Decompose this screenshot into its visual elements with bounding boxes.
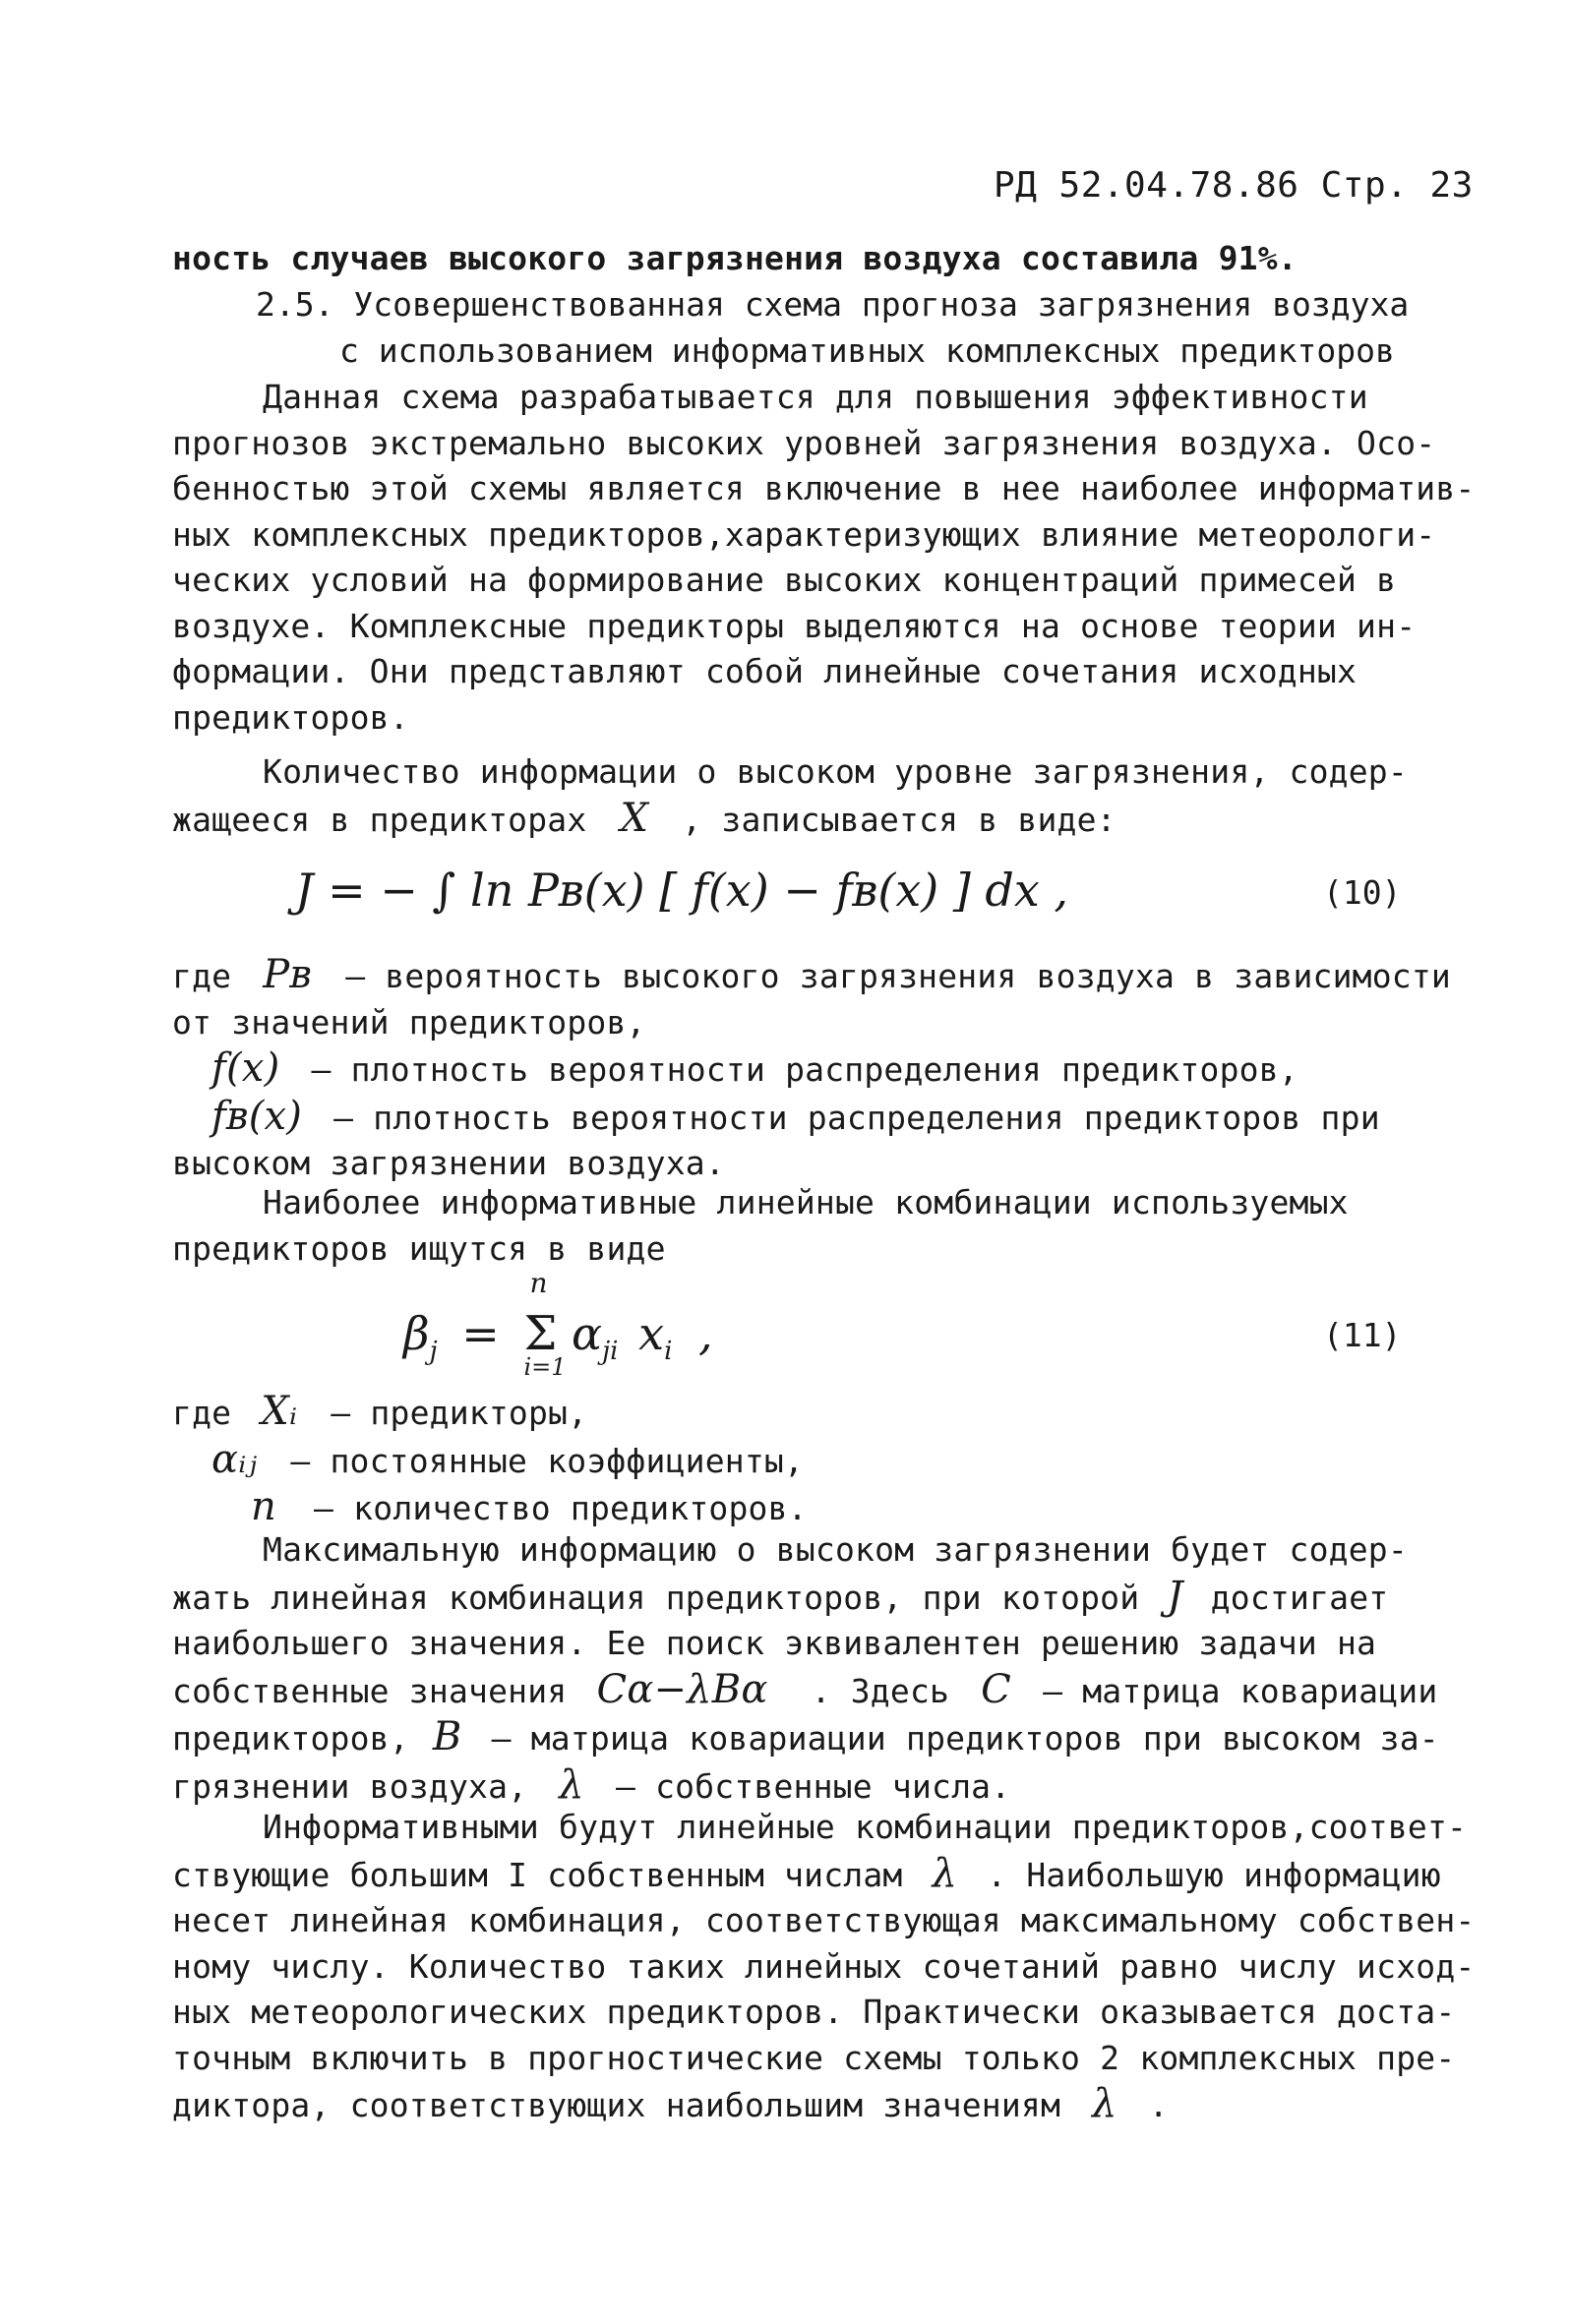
text-run: , записывается в виде: <box>682 800 1116 839</box>
text-run: где <box>172 957 232 995</box>
text-run: – матрица ковариации предикторов при высоком за- <box>491 1719 1439 1758</box>
equation-number: (11) <box>1323 1316 1402 1354</box>
text-run: . Здесь <box>811 1671 950 1710</box>
paragraph-line: Данная схема разрабатывается для повышения эффективности <box>263 378 1368 416</box>
variable-symbol: n <box>251 1484 276 1529</box>
text-run: – матрица ковариации <box>1043 1671 1438 1710</box>
text-run: диктора, соответствующих наибольшим значениям <box>172 2086 1061 2124</box>
definition-line: от значений предикторов, <box>172 1002 646 1042</box>
page-header: РД 52.04.78.86 Стр. 23 <box>994 165 1474 206</box>
equation-number: (10) <box>1323 873 1402 912</box>
paragraph-line: ность случаев высокого загрязнения воздуха составила 91%. <box>172 239 1297 277</box>
math-symbol: x <box>638 1307 665 1360</box>
paragraph-line: воздухе. Комплексные предикторы выделяются на основе теории ин- <box>172 606 1417 645</box>
paragraph-line: Наиболее информативные линейные комбинации используемых <box>263 1183 1349 1222</box>
definition-line <box>172 1437 1436 1485</box>
variable-symbol: f(x) <box>211 1045 280 1091</box>
section-title: 2.5. Усовершенствованная схема прогноза загрязнения воздуха <box>256 285 1410 324</box>
paragraph-line: несет линейная комбинация, соответствующая максимальному собствен- <box>172 1901 1476 1939</box>
variable-symbol: αᵢⱼ <box>211 1436 258 1482</box>
math-symbol: = <box>461 1307 500 1360</box>
text-run: – предикторы, <box>331 1394 588 1432</box>
sum-operator <box>523 1267 567 1381</box>
text-run: . Наибольшую информацию <box>987 1855 1441 1894</box>
paragraph-line: ческих условий на формирование высоких концентраций примесей в <box>172 561 1397 599</box>
paragraph-line <box>172 1714 1439 1762</box>
text-run: жащееся в предикторах <box>172 800 587 839</box>
paragraph-information <box>172 749 1436 843</box>
text-run: достигает <box>1210 1578 1389 1617</box>
paragraph-combinations <box>172 1180 1436 1272</box>
paragraph-line: точным включить в прогностические схемы только 2 комплексных пре- <box>172 2038 1456 2077</box>
paragraph-informative-combinations <box>172 1805 1476 2129</box>
paragraph-line: ных метеорологических предикторов. Практически оказывается доста- <box>172 1993 1456 2031</box>
sum-lower-limit: i=1 <box>523 1353 567 1381</box>
variable-symbol: C <box>981 1666 1011 1712</box>
variable-symbol: λ <box>1092 2081 1117 2126</box>
paragraph-maximum-information <box>172 1527 1439 1810</box>
text-run: – количество предикторов. <box>314 1489 808 1527</box>
paragraph-line <box>172 1850 1441 1899</box>
text-run: ствующие большим I собственным числам <box>172 1855 903 1894</box>
paragraph-line <box>172 1574 1436 1622</box>
variable-symbol: fʙ(x) <box>211 1093 303 1139</box>
paragraph-line: прогнозов экстремально высоких уровней загрязнения воздуха. Осо- <box>172 423 1436 462</box>
paragraph-line: ных комплексных предикторов,характеризующих влияние метеорологи- <box>172 514 1436 554</box>
definition-line <box>172 952 1451 1000</box>
text-run: . <box>1148 2086 1169 2124</box>
variable-symbol: B <box>432 1714 462 1759</box>
variable-symbol: Pʙ <box>263 952 313 997</box>
paragraph-line: Количество информации о высоком уровне загрязнения, содер- <box>263 752 1408 791</box>
text-run: жать линейная комбинация предикторов, при которой <box>172 1578 1140 1617</box>
definition-line: высоком загрязнении воздуха. <box>172 1144 725 1182</box>
paragraph-line: ному числу. Количество таких линейных сочетаний равно числу исход- <box>172 1946 1476 1986</box>
math-subscript: i <box>664 1337 673 1367</box>
paragraph-line: бенностью этой схемы является включение в нее наиболее информатив- <box>172 469 1476 507</box>
paragraph-line <box>172 1667 1436 1715</box>
definition-line <box>172 1045 1436 1094</box>
paragraph-line: формации. Они представляют собой линейные сочетания исходных <box>172 652 1358 690</box>
text-run: предикторов, <box>172 1719 409 1758</box>
paragraph-line: наибольшего значения. Ее поиск эквивалентен решению задачи на <box>172 1624 1377 1662</box>
paragraph-line <box>172 2081 1436 2129</box>
text-run: – постоянные коэффициенты, <box>290 1441 805 1480</box>
paragraph-line: предикторов. <box>172 697 409 737</box>
section-title-continued: с использованием информативных комплексных предикторов <box>339 331 1395 370</box>
text-run: грязнении воздуха, <box>172 1766 528 1806</box>
paragraph-line: Максимальную информацию о высоком загрязнении будет содер- <box>263 1530 1408 1569</box>
equation-10: J = − ∫ ln Pʙ(x) [ f(x) − fʙ(x) ] dx , <box>295 864 1069 917</box>
text-run: – вероятность высокого загрязнения воздуха в зависимости <box>345 957 1451 995</box>
text-run: собственные значения <box>172 1671 568 1710</box>
definition-line <box>172 1389 1436 1437</box>
text-run: – плотность вероятности распределения предикторов, <box>311 1050 1298 1089</box>
variable-symbol: Xᵢ <box>261 1389 298 1434</box>
text-run: – собственные числа. <box>615 1766 1011 1806</box>
variable-symbol: λ <box>932 1850 958 1896</box>
sum-upper-limit: n <box>529 1267 548 1299</box>
definition-line <box>172 1484 1436 1532</box>
paragraph-line: предикторов ищутся в виде <box>172 1228 666 1268</box>
definitions-eq11 <box>172 1389 1436 1532</box>
variable-symbol: J <box>1167 1573 1183 1619</box>
math-symbol: β <box>403 1307 430 1360</box>
math-subscript: j <box>429 1337 438 1367</box>
text-run: – плотность вероятности распределения предикторов при <box>333 1098 1380 1137</box>
definitions-eq10 <box>172 952 1451 1187</box>
definition-line <box>172 1094 1436 1142</box>
paragraph-line <box>172 1762 1436 1811</box>
variable-symbol: λ <box>559 1761 584 1808</box>
equation-11 <box>403 1267 713 1381</box>
variable-symbol: Cα−λBα <box>596 1666 768 1712</box>
math-symbol: Σ <box>523 1306 558 1361</box>
paragraph-line <box>172 796 1436 844</box>
math-symbol: α <box>572 1307 603 1360</box>
paragraph-intro <box>172 375 1476 741</box>
text-run: где <box>172 1394 232 1432</box>
math-symbol: , <box>698 1307 713 1360</box>
variable-symbol: X <box>620 795 649 841</box>
math-subscript: ji <box>602 1337 619 1367</box>
paragraph-line: Информативными будут линейные комбинации предикторов,соответ- <box>263 1808 1468 1846</box>
